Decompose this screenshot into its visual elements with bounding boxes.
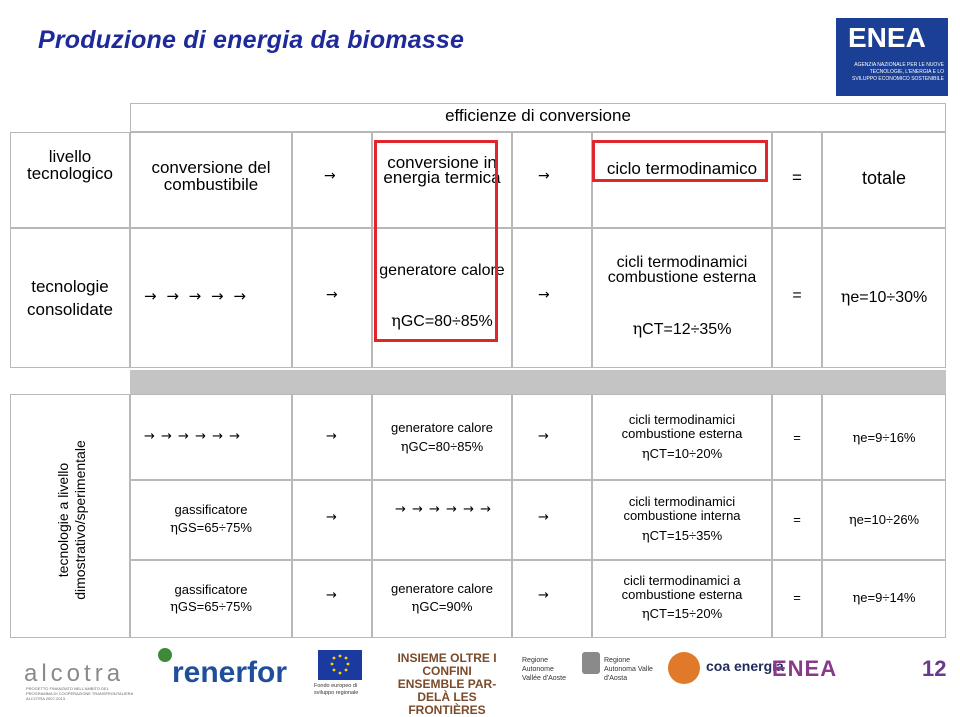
renerfor-logo: renerfor — [172, 656, 288, 689]
highlight-cycle-box — [592, 140, 768, 182]
exp1-arrow2-cell — [512, 394, 592, 480]
exp2-total-eta: ηe=10÷26% — [848, 512, 920, 528]
efficiency-table — [10, 100, 946, 638]
arrow-icon: → — [538, 287, 550, 303]
exp1-gen-cell — [372, 394, 512, 480]
alcotra-note: PROGETTO FINANZIATO NELL'AMBITO DEL PROGRAMMA DI COOPERAZIONE TRANSFRONTALIERA ALCOTRA 2007-2013 — [26, 686, 133, 701]
exp3-cycle-name: cicli termodinamici a combustione esterna — [621, 573, 743, 602]
page-number: 12 — [922, 656, 947, 681]
exp1-eq: = — [793, 430, 801, 445]
exp2-eq: = — [793, 512, 801, 527]
exp1-cycle-name: cicli termodinamici combustione esterna — [621, 412, 743, 441]
consolidated-arrow2-cell — [512, 228, 592, 368]
exp3-cycle-eta: ηCT=15÷20% — [641, 606, 723, 622]
eu-fund-label: Fondo europeo di sviluppo regionale — [314, 683, 359, 696]
exp2-arrows-cell — [372, 480, 512, 560]
highlight-thermal-box — [374, 140, 498, 342]
consolidated-gen-name: generatore calore — [379, 262, 505, 279]
coa-logo: coa energia — [706, 658, 784, 674]
vda-logo-1: Regione Autonome Vallée d'Aoste — [522, 657, 567, 682]
exp1-cycle-eta: ηCT=10÷20% — [641, 446, 723, 462]
exp3-gen-name: generatore calore — [391, 581, 493, 596]
exp2-cycle-eta: ηCT=15÷35% — [641, 528, 723, 544]
header-conv-fuel: conversione del combustibile — [151, 158, 271, 194]
consolidated-total-eta: ηe=10÷30% — [840, 287, 928, 306]
consolidated-gen-eta: ηGC=80÷85% — [391, 311, 493, 330]
exp1-total-eta: ηe=9÷16% — [852, 430, 916, 446]
header-arrow2-cell — [512, 132, 592, 228]
consolidated-cycle-cell — [592, 228, 772, 368]
exp3-gen-eta: ηGC=90% — [411, 599, 473, 615]
header-conv-thermal: conversione in energia termica — [383, 153, 501, 187]
exp1-gen-eta: ηGC=80÷85% — [400, 439, 484, 455]
exp2-cycle-name: cicli termodinamici combustione interna — [623, 494, 741, 523]
exp2-gas-name: gassificatore — [174, 502, 248, 517]
enea-logo — [836, 18, 948, 96]
arrow-icon: → — [538, 168, 550, 184]
consolidated-cycle-name: cicli termodinamici combustione esterna — [607, 254, 757, 286]
vda-logo-2: Regione Autonoma Valle d'Aosta — [604, 657, 653, 682]
consolidated-eq: = — [792, 287, 802, 304]
arrow-chain-icon: → → → → → — [144, 287, 246, 305]
exp1-gen-name: generatore calore — [391, 420, 493, 435]
exp2-gas-eta: ηGS=65÷75% — [170, 520, 252, 536]
separator-band — [130, 370, 946, 394]
vda-crest-icon — [582, 652, 600, 674]
header-eq: = — [792, 168, 802, 187]
enea-footer-logo: ENEA — [772, 656, 838, 681]
group-header: efficienze di conversione — [445, 106, 631, 125]
enea-logo-subtitle: AGENZIA NAZIONALE PER LE NUOVE TECNOLOGIE, L'ENERGIA E LO SVILUPPO ECONOMICO SOSTENIBILE — [852, 62, 944, 82]
header-cycle: ciclo termodinamico — [606, 159, 758, 178]
exp2-arrow2-cell — [512, 480, 592, 560]
experimental-label: tecnologie a livello dimostrativo/sperimentale — [55, 440, 88, 600]
arrow-icon: → — [538, 588, 549, 603]
exp3-gas-name: gassificatore — [174, 582, 248, 597]
arrow-icon: → — [324, 168, 336, 184]
sun-logo-icon — [668, 652, 700, 684]
eu-flag-icon — [318, 650, 362, 680]
header-total: totale — [861, 168, 907, 188]
arrow-chain-icon: → → → → → → — [144, 429, 241, 444]
header-level: livello tecnologico — [26, 147, 113, 183]
exp3-total-eta: ηe=9÷14% — [852, 590, 916, 606]
enea-logo-word: ENEA — [848, 22, 926, 53]
footer-logos — [0, 638, 960, 717]
renerfor-leaf-icon — [158, 648, 172, 662]
arrow-icon: → — [538, 429, 549, 444]
arrow-icon: → — [326, 510, 337, 525]
exp3-gas-eta: ηGS=65÷75% — [170, 599, 252, 615]
alcotra-logo: alcotra — [24, 660, 125, 687]
page-title: Produzione di energia da biomasse — [38, 26, 465, 54]
arrow-icon: → — [538, 510, 549, 525]
arrow-chain-icon: → → → → → → — [394, 502, 492, 517]
arrow-icon: → — [326, 287, 338, 303]
arrow-icon: → — [326, 588, 337, 603]
consolidated-label: tecnologie consolidate — [26, 277, 113, 319]
consolidated-cycle-eta: ηCT=12÷35% — [632, 319, 732, 338]
arrow-icon: → — [326, 429, 337, 444]
exp3-eq: = — [793, 590, 801, 605]
exp3-arrow2-cell — [512, 560, 592, 638]
insieme-logo: INSIEME OLTRE I CONFINI ENSEMBLE PAR-DELÀ LES FRONTIÈRES — [397, 651, 497, 717]
